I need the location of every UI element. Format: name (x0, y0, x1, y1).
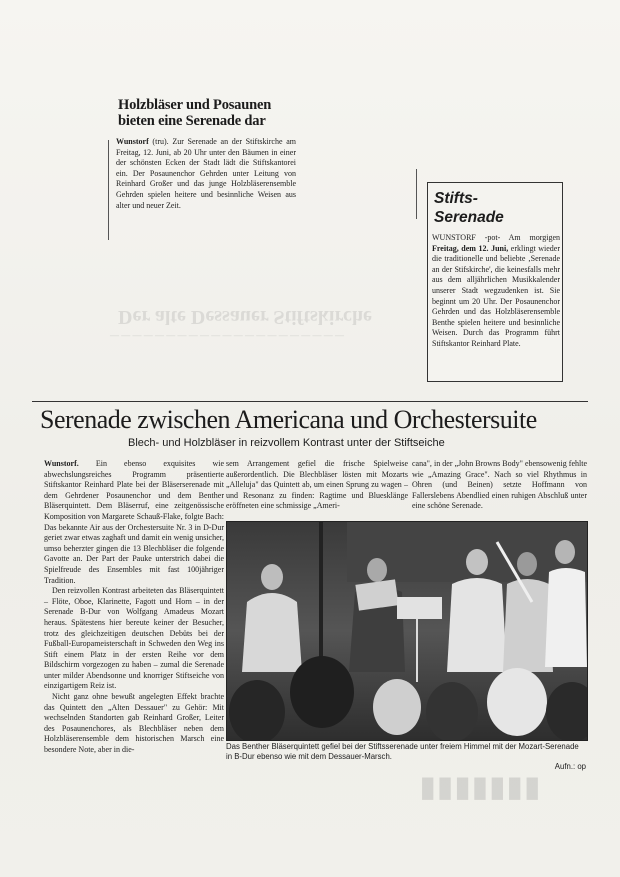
caption-text: Das Benther Bläserquintett gefiel bei der Stiftsserenade unter freiem Himmel mit der Mozart-Serenade in B-Dur ebenso wie mit dem Dessauer-Marsch. (226, 742, 579, 761)
ensemble-photo-illustration (227, 522, 587, 740)
article-column-2 (226, 459, 408, 512)
headline-line-1: Holzbläser und Posaunen (118, 97, 272, 113)
scissor-cut-edge (416, 169, 435, 219)
article-column-1 (44, 459, 224, 756)
paragraph-5: cana", in der „John Browns Body" ebensowenig fehlte wie „Amazing Grace". Nach so viel Rhythmus in Ohren (und Beinen) setzte Hoffmann von Fallerslebens Abendlied einen ruhigen Abschluß unter eine schöne Serenade. (412, 459, 587, 511)
clipping-body (432, 233, 560, 350)
article-column-3 (412, 459, 587, 512)
bleed-through-stamp: ▮▮▮▮▮▮▮ (420, 771, 542, 802)
paragraph-2: Den reizvollen Kontrast arbeiteten das Bläserquintett – Flöte, Oboe, Klarinette, Fagott und Horn – in der Serenade B-Dur von Wolfgang Amadeus Mozart heraus. Spätestens hier bereute keiner der Besucher, trotz des gleichzeitigen deutschen Debüts bei der Fußball-Europameisterschaft in Schweden den Weg ins Stift einem Platz in der ersten Reihe vor dem Bildschirm vorgezogen zu haben – zumal die Serenade unter milder Abendsonne und knorriger Stiftseiche von einzigartigem Reiz ist. (44, 586, 224, 691)
paragraph-1 (44, 459, 224, 586)
headline-line-1: Stifts- (434, 190, 478, 207)
article-subheadline: Blech- und Holzbläser in reizvollem Kontrast unter der Stiftseiche (128, 437, 445, 449)
clipping-stifts-serenade (427, 182, 563, 382)
column-rule (108, 140, 109, 240)
clipping-holzblaeser (108, 95, 296, 235)
lead-text: WUNSTORF -pot- Am morgigen (432, 233, 560, 242)
clipping-headline (118, 97, 293, 129)
photo-caption (226, 742, 586, 771)
bleed-through-text: Der alte Dessauer Stiftskirche (118, 306, 372, 328)
top-rule (32, 401, 588, 402)
clipping-headline (434, 189, 504, 227)
headline-line-2: Serenade (434, 209, 504, 226)
paragraph-4: sem Arrangement gefiel die frische Spielweise außerordentlich. Die Blechbläser lösten mit Mozarts „Alleluja" das Quintett ab, um einen Sprung zu wagen – und Resonanz zu finden: Ragtime und Bluesklänge eröffneten eine schmissige „Ameri- (226, 459, 408, 511)
place-name: Wunstorf (116, 137, 149, 146)
paragraph-text: Ein ebenso exquisites wie abwechslungsreiches Programm präsentierte Stiftskantor Reinhard Plate bei der Bläserserenade mit dem Gehrdener Posaunenchor und dem Benther Bläserquintett. Dem Bläserruf, eine zeitgenössische Komposition von Margarete Schauß-Flake, folgte Bach: Das bekannte Air aus der Orchestersuite Nr. 3 in D-Dur geriet zwar etwas zaghaft und damit ein wenig unsicher, umso beherzter gingen die 13 Blechbläser die folgende Gavotte an. Der Part der Pauke unterstrich dabei die Spielfreude des Ensembles mit fast 100jähriger Tradition. (44, 459, 224, 585)
ensemble-photo (226, 521, 588, 741)
date-text: Freitag, dem 12. Juni, (432, 243, 509, 253)
headline-line-2: bieten eine Serenade dar (118, 113, 266, 129)
bleed-through-text-2: — — — — — — — — — — — — — — — — — — — — — (110, 330, 344, 340)
paragraph-3: Nicht ganz ohne bewußt angelegten Effekt brachte das Quintett den „Alten Dessauer" zu Gehör: Mit wechselnden Standorten gab Reinhard Großer, Leiter des Posaunenchores, als Blechbläser neben dem Holzbläserensemble dem historischen Marsch eine besondere Note, aber in die- (44, 692, 224, 755)
place-name: Wunstorf. (44, 459, 79, 468)
body-text: (tru). Zur Serenade an der Stiftskirche am Freitag, 12. Juni, ab 20 Uhr unter den Bäumen in einer der schönsten Ecken der Stadt lädt die Stiftskantorei ein. Der Posaunenchor Gehrden unter Leitung von Reinhard Großer und das junge Holzbläserensemble Gehrden spielen heitere und besinnliche Weisen aus alter und neuer Zeit. (116, 137, 296, 210)
body-text: erklingt wieder die traditionelle und beliebte ‚Serenade an der Stifskirche', die keinesfalls mehr aus dem alljährlichen Musikkalender unserer Stadt wegzudenken ist. Sie beginnt um 20 Uhr. Der Posaunenchor Gehrden und das Holzbläserensemble Benthe spielen heitere und besinnliche Weisen. Durch das Programm führt Stiftskantor Reinhard Plate. (432, 243, 560, 348)
clipping-body (116, 137, 296, 211)
photo-credit: Aufn.: op (554, 761, 586, 771)
clipping-serenade-americana (30, 393, 592, 803)
article-headline: Serenade zwischen Americana und Orchestersuite (40, 405, 537, 434)
